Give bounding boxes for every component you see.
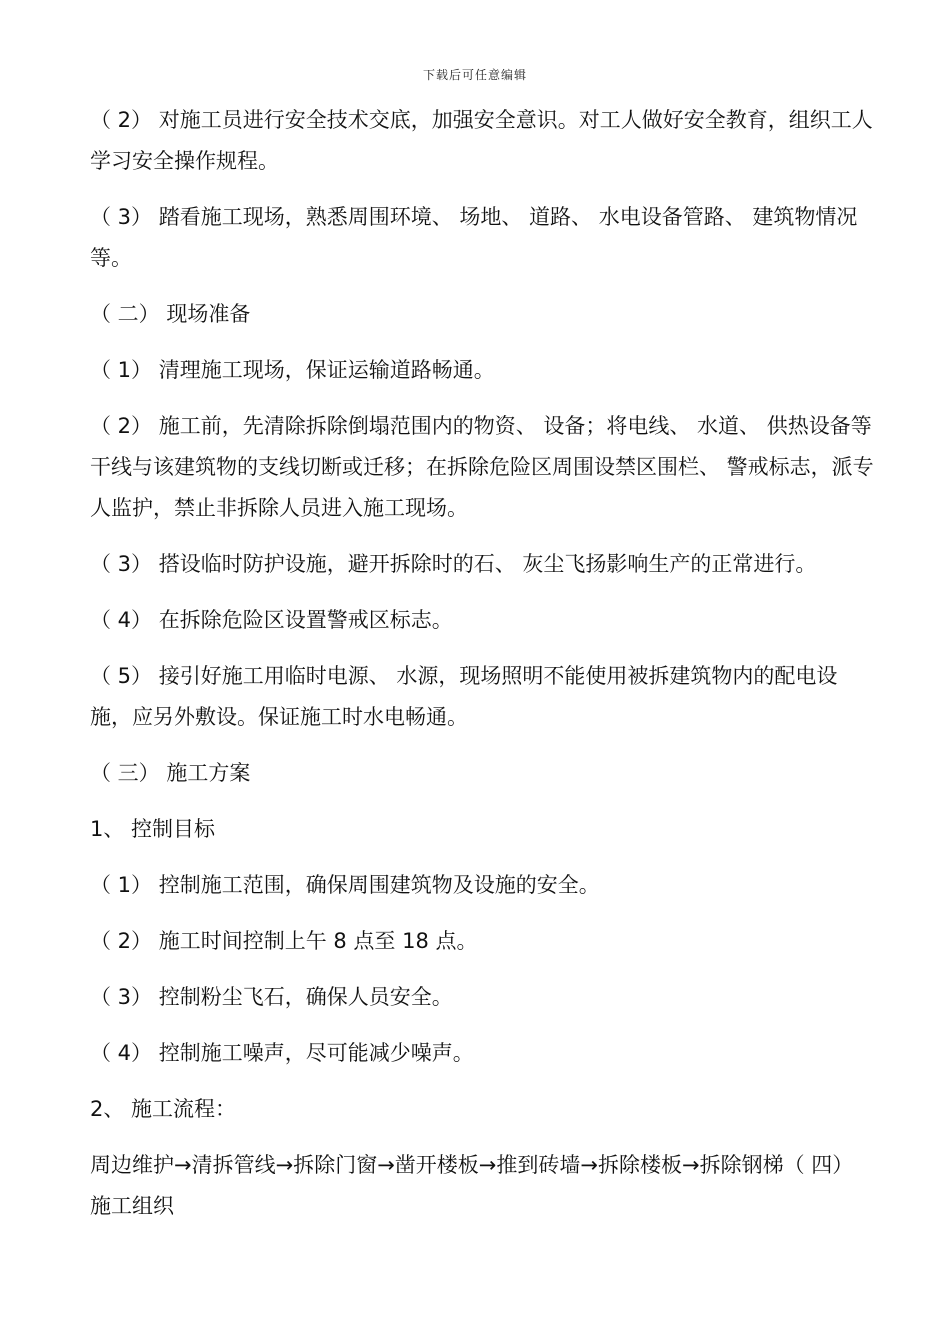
paragraph-control-noise: （ 4） 控制施工噪声，尽可能减少噪声。 xyxy=(90,1041,474,1065)
paragraph-warning-signs: （ 4） 在拆除危险区设置警戒区标志。 xyxy=(90,608,453,632)
paragraph-temporary-protection: （ 3） 搭设临时防护设施，避开拆除时的石、 灰尘飞扬影响生产的正常进行。 xyxy=(90,552,817,576)
paragraph-control-scope: （ 1） 控制施工范围，确保周围建筑物及设施的安全。 xyxy=(90,873,600,897)
page-header-note: 下载后可任意编辑 xyxy=(422,68,527,82)
paragraph-site-survey: （ 3） 踏看施工现场，熟悉周围环境、 场地、 道路、 水电设备管路、 建筑物情况等。 xyxy=(90,205,858,270)
paragraph-safety-briefing: （ 2） 对施工员进行安全技术交底，加强安全意识。对工人做好安全教育，组织工人学习安全操作规程。 xyxy=(90,108,873,173)
section-heading-construction-plan: （ 三） 施工方案 xyxy=(90,761,251,785)
section-heading-site-preparation: （ 二） 现场准备 xyxy=(90,302,251,326)
document-body xyxy=(90,100,875,1242)
paragraph-clear-site: （ 1） 清理施工现场，保证运输道路畅通。 xyxy=(90,358,495,382)
paragraph-temporary-power: （ 5） 接引好施工用临时电源、 水源，现场照明不能使用被拆建筑物内的配电设施，应另外敷设。保证施工时水电畅通。 xyxy=(90,664,838,729)
subheading-control-targets: 1、 控制目标 xyxy=(90,817,216,841)
paragraph-control-time: （ 2） 施工时间控制上午 8 点至 18 点。 xyxy=(90,929,478,953)
paragraph-flow-steps: 周边维护→清拆管线→拆除门窗→凿开楼板→推到砖墙→拆除楼板→拆除钢梯（ 四） 施工组织 xyxy=(90,1153,854,1218)
paragraph-pre-construction: （ 2） 施工前，先清除拆除倒塌范围内的物资、 设备；将电线、 水道、 供热设备等干线与该建筑物的支线切断或迁移；在拆除危险区周围设禁区围栏、 警戒标志，派专人监护，禁止非拆除人员进入施工现场。 xyxy=(90,414,874,520)
subheading-construction-flow: 2、 施工流程： xyxy=(90,1097,237,1121)
paragraph-control-dust: （ 3） 控制粉尘飞石，确保人员安全。 xyxy=(90,985,453,1009)
